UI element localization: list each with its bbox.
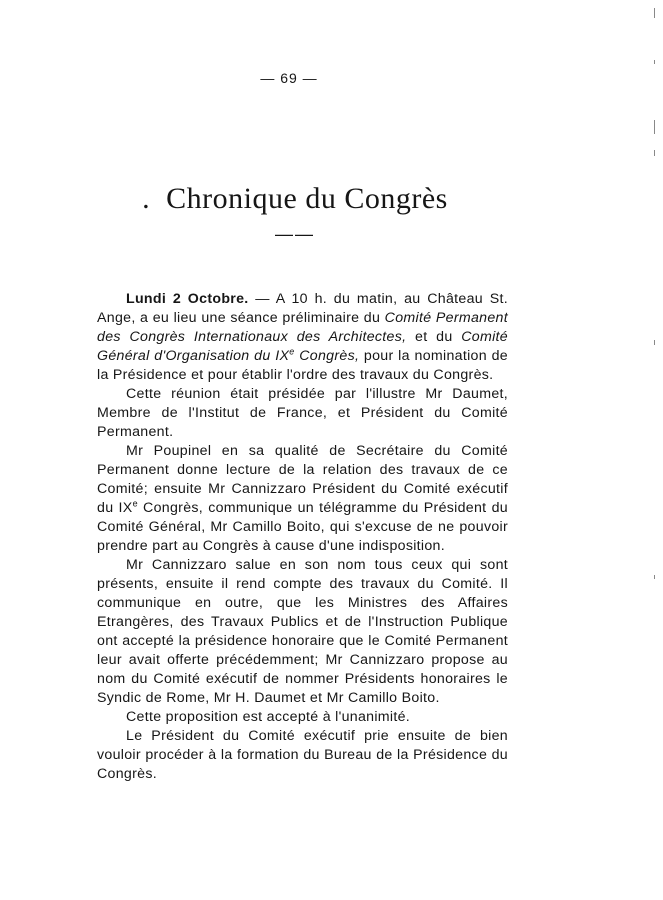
committee-name-general-b: Congrès, [294, 348, 360, 364]
ordinal-sup: e [289, 346, 295, 357]
ordinal-sup: e [132, 498, 138, 509]
scan-edge-mark [654, 8, 655, 18]
scan-edge-mark [654, 120, 655, 134]
paragraph-1-text-a: — A 10 h. du matin, au Château St. Ange, a eu lieu une séance préliminaire du [97, 291, 508, 326]
committee-name-permanent: Comité Permanent des Congrès Internationaux des Architectes, [97, 310, 508, 345]
paragraph-3-text-a: Mr Poupinel en sa qualité de Secrétaire du Comité Permanent donne lecture de la relation des travaux de ce Comité; ensuite Mr Cannizzaro Président du Comité exécutif du IX [97, 443, 508, 516]
chronicle-body [97, 290, 508, 784]
paragraph-1-text-c: pour la nomination de la Présidence et pour établir l'ordre des travaux du Congrès. [97, 348, 508, 383]
title-separator: —— [275, 224, 315, 244]
title-dot: . [142, 182, 151, 215]
paragraph-3 [97, 442, 508, 556]
committee-name-general-a: Comité Général d'Organisation du IX [97, 329, 508, 364]
paragraph-5: Cette proposition est accepté à l'unanimité. [126, 709, 411, 725]
paragraph-3-text-b: Congrès, communique un télégramme du Président du Comité Général, Mr Camillo Boito, qui s'excuse de ne pouvoir prendre part au Congrès à cause d'une indisposition. [97, 500, 508, 554]
paragraph-1-text-b: et du [406, 329, 462, 345]
scan-edge-mark [654, 60, 655, 64]
paragraph-1 [97, 290, 508, 385]
paragraph-4: Mr Cannizzaro salue en son nom tous ceux qui sont présents, ensuite il rend compte des travaux du Comité. Il communique en outre, que les Ministres des Affaires Etrangères, des Travaux Publics et de l'Instruction Publique ont accepté la présidence honoraire que le Comité Permanent leur avait offerte précédemment; Mr Cannizzaro propose au nom du Comité exécutif de nommer Présidents honoraires le Syndic de Rome, Mr H. Daumet et Mr Camillo Boito. [97, 557, 508, 706]
scan-edge-mark [654, 575, 655, 579]
date-heading: Lundi 2 Octobre. [126, 291, 249, 307]
scan-edge-mark [654, 150, 655, 156]
paragraph-2: Cette réunion était présidée par l'illustre Mr Daumet, Membre de l'Institut de France, et Président du Comité Permanent. [97, 386, 508, 440]
paragraph-6: Le Président du Comité exécutif prie ensuite de bien vouloir procéder à la formation du Bureau de la Présidence du Congrès. [97, 728, 508, 782]
title-text: Chronique du Congrès [166, 182, 448, 215]
page-number: — 69 — [260, 70, 318, 86]
scan-edge-mark [654, 340, 655, 345]
page-title [0, 182, 590, 216]
